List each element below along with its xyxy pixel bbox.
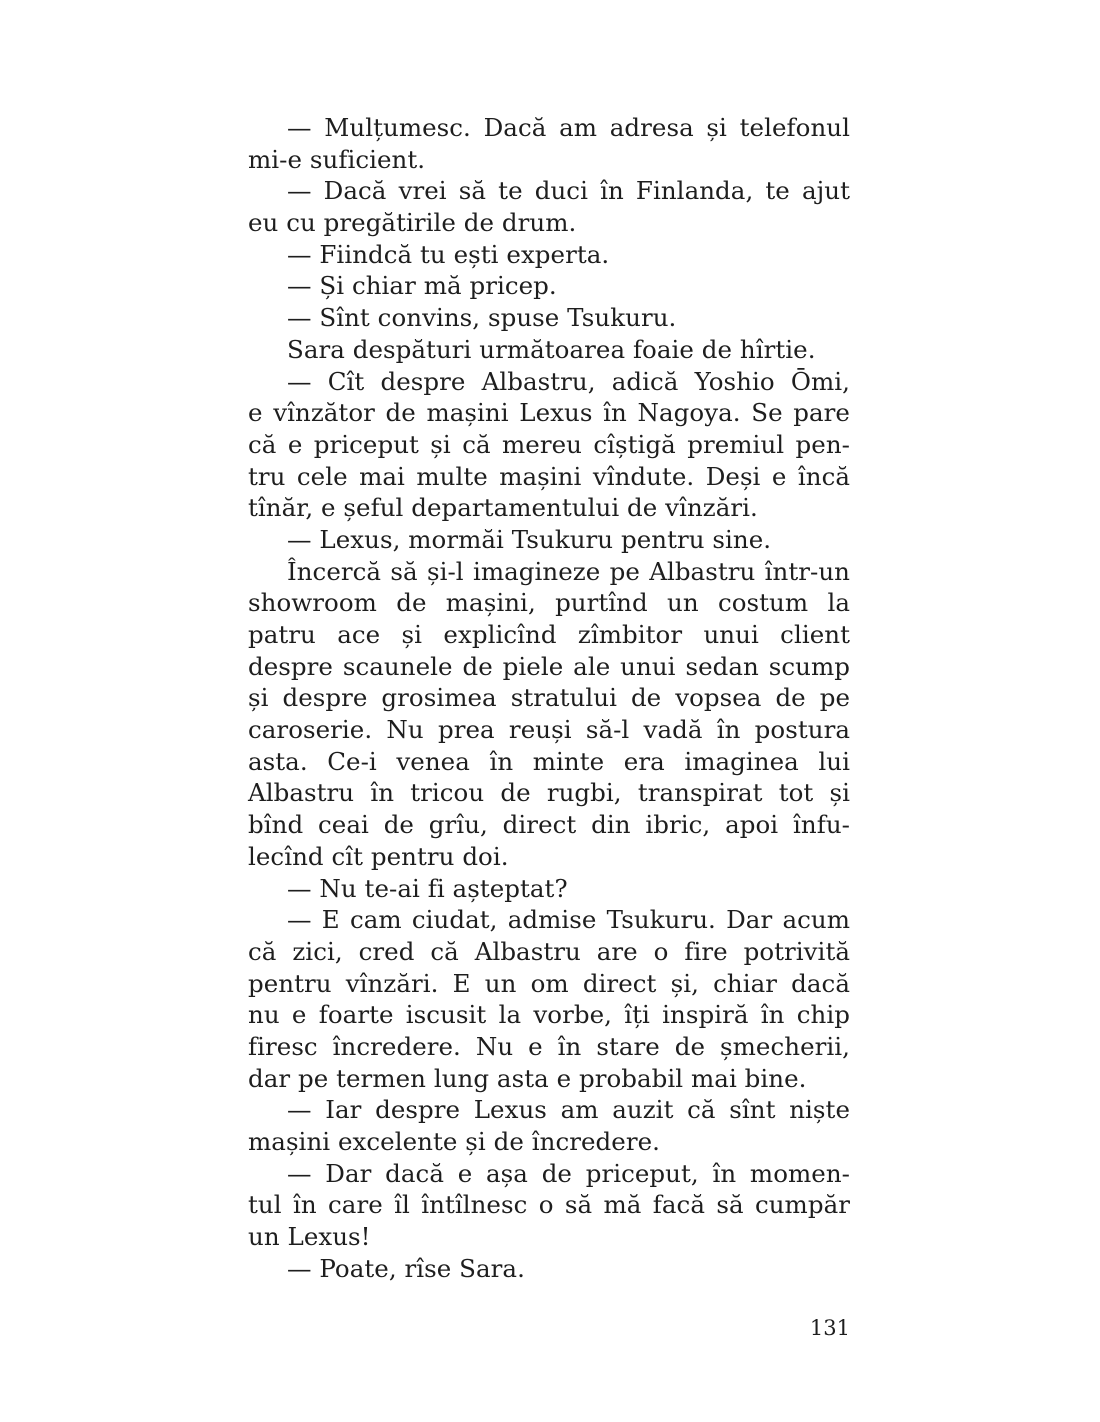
text-line: un Lexus! bbox=[248, 1222, 371, 1252]
text-line: că e priceput și că mereu cîștigă premiul pen- bbox=[248, 429, 850, 459]
text-line: — E cam ciudat, admise Tsukuru. Dar acum bbox=[287, 905, 850, 935]
text-line: Albastru în tricou de rugbi, transpirat tot și bbox=[248, 778, 850, 808]
text-line: e vînzător de mașini Lexus în Nagoya. Se pare bbox=[248, 398, 850, 428]
text-line: bînd ceai de grîu, direct din ibric, apoi înfu- bbox=[248, 810, 850, 840]
text-line: — Iar despre Lexus am auzit că sînt niște bbox=[287, 1095, 850, 1125]
text-line: Sara despături următoarea foaie de hîrtie. bbox=[287, 334, 816, 364]
text-line: — Și chiar mă pricep. bbox=[287, 271, 557, 301]
page-text bbox=[248, 112, 850, 1284]
text-line: că zici, cred că Albastru are o fire potrivită bbox=[248, 936, 850, 966]
text-line: asta. Ce-i venea în minte era imaginea lui bbox=[248, 746, 850, 776]
text-line: showroom de mașini, purtînd un costum la bbox=[248, 588, 850, 618]
text-line: și despre grosimea stratului de vopsea de pe bbox=[248, 683, 850, 713]
text-line: — Mulțumesc. Dacă am adresa și telefonul bbox=[287, 113, 850, 142]
text-line: — Poate, rîse Sara. bbox=[287, 1253, 525, 1283]
text-line: — Cît despre Albastru, adică Yoshio Ōmi, bbox=[287, 366, 850, 396]
text-line: — Fiindcă tu ești experta. bbox=[287, 239, 610, 269]
text-line: — Dacă vrei să te duci în Finlanda, te ajut bbox=[287, 176, 850, 206]
text-line: despre scaunele de piele ale unui sedan scump bbox=[248, 651, 850, 681]
page-number: 131 bbox=[809, 1316, 850, 1340]
text-line: firesc încredere. Nu e în stare de șmecherii, bbox=[248, 1031, 850, 1061]
text-line: tînăr, e șeful departamentului de vînzări. bbox=[248, 493, 758, 523]
text-line: patru ace și explicînd zîmbitor unui client bbox=[248, 620, 850, 649]
text-line: pentru vînzări. E un om direct și, chiar dacă bbox=[248, 968, 850, 998]
text-line: mi-e suficient. bbox=[248, 144, 426, 174]
text-line: tru cele mai multe mașini vîndute. Deși e încă bbox=[248, 461, 850, 491]
text-line: mașini excelente și de încredere. bbox=[248, 1127, 660, 1156]
text-line: — Dar dacă e așa de priceput, în momen- bbox=[287, 1158, 850, 1188]
text-line: caroserie. Nu prea reuși să-l vadă în postura bbox=[248, 715, 850, 745]
text-line: nu e foarte iscusit la vorbe, îți inspiră în chip bbox=[248, 1000, 850, 1030]
text-line: Încercă să și-l imagineze pe Albastru într-un bbox=[287, 556, 850, 586]
text-line: eu cu pregătirile de drum. bbox=[248, 208, 577, 238]
text-line: — Nu te-ai fi așteptat? bbox=[287, 873, 568, 903]
text-line: lecînd cît pentru doi. bbox=[248, 841, 509, 871]
text-line: dar pe termen lung asta e probabil mai bine. bbox=[248, 1063, 807, 1093]
text-line: tul în care îl întîlnesc o să mă facă să cumpăr bbox=[248, 1190, 850, 1220]
text-line: — Sînt convins, spuse Tsukuru. bbox=[287, 303, 677, 333]
text-line: — Lexus, mormăi Tsukuru pentru sine. bbox=[287, 524, 772, 554]
